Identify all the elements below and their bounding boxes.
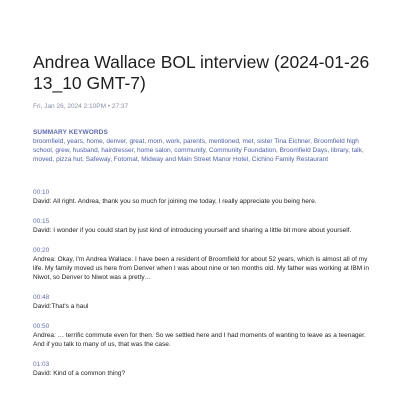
transcript-entry <box>33 246 378 282</box>
document-title: Andrea Wallace BOL interview (2024-01-26 13_10 GMT-7) <box>33 52 370 93</box>
utterance: David: I wonder if you could start by just kind of introducing yourself and sharing a little bit more about yourself. <box>33 227 352 234</box>
timestamp: 00:48 <box>33 294 50 301</box>
utterance: David: Kind of a common thing? <box>33 370 126 377</box>
utterance: Andrea: Okay, I'm Andrea Wallace. I have been a resident of Broomfield for about 52 years, which is almost all of my life. My family moved us here from Denver when I was about nine or ten months old. My father was working at IBM in Niwot, so Denver to Niwot was a pretty… <box>33 256 369 281</box>
keywords-list: broomfield, years, home, denver, great, mom, work, parents, mentioned, met, sister Tina Eichner, Broomfield high school, grew, husband, hairdresser, home salon, community, Community Foundation, Broomfield Days, library, talk, moved, pizza hut, Safeway, Fotomat, Midway and Main Street Manor Hotel, Cichino Family Restaurant <box>33 138 364 163</box>
transcript <box>33 188 378 378</box>
document-meta: Fri, Jan 26, 2024 2:10PM • 27:37 <box>33 103 129 110</box>
timestamp: 00:10 <box>33 189 50 196</box>
timestamp: 00:20 <box>33 247 50 254</box>
transcript-entry <box>33 322 378 349</box>
utterance: Andrea: … terrific commute even for then. So we settled here and I had moments of wanting to leave as a teenager. And if you talk to many of us, that was the case. <box>33 332 366 348</box>
timestamp: 01:03 <box>33 361 50 368</box>
utterance: David:That's a haul <box>33 303 89 310</box>
transcript-entry <box>33 188 378 206</box>
transcript-entry <box>33 293 378 311</box>
keywords-heading: SUMMARY KEYWORDS <box>33 129 108 136</box>
timestamp: 00:15 <box>33 218 50 225</box>
utterance: David: All right. Andrea, thank you so much for joining me today, I really appreciate you being here. <box>33 198 317 205</box>
timestamp: 00:50 <box>33 323 50 330</box>
transcript-entry <box>33 217 378 235</box>
transcript-entry <box>33 360 378 378</box>
document-page <box>33 52 378 389</box>
